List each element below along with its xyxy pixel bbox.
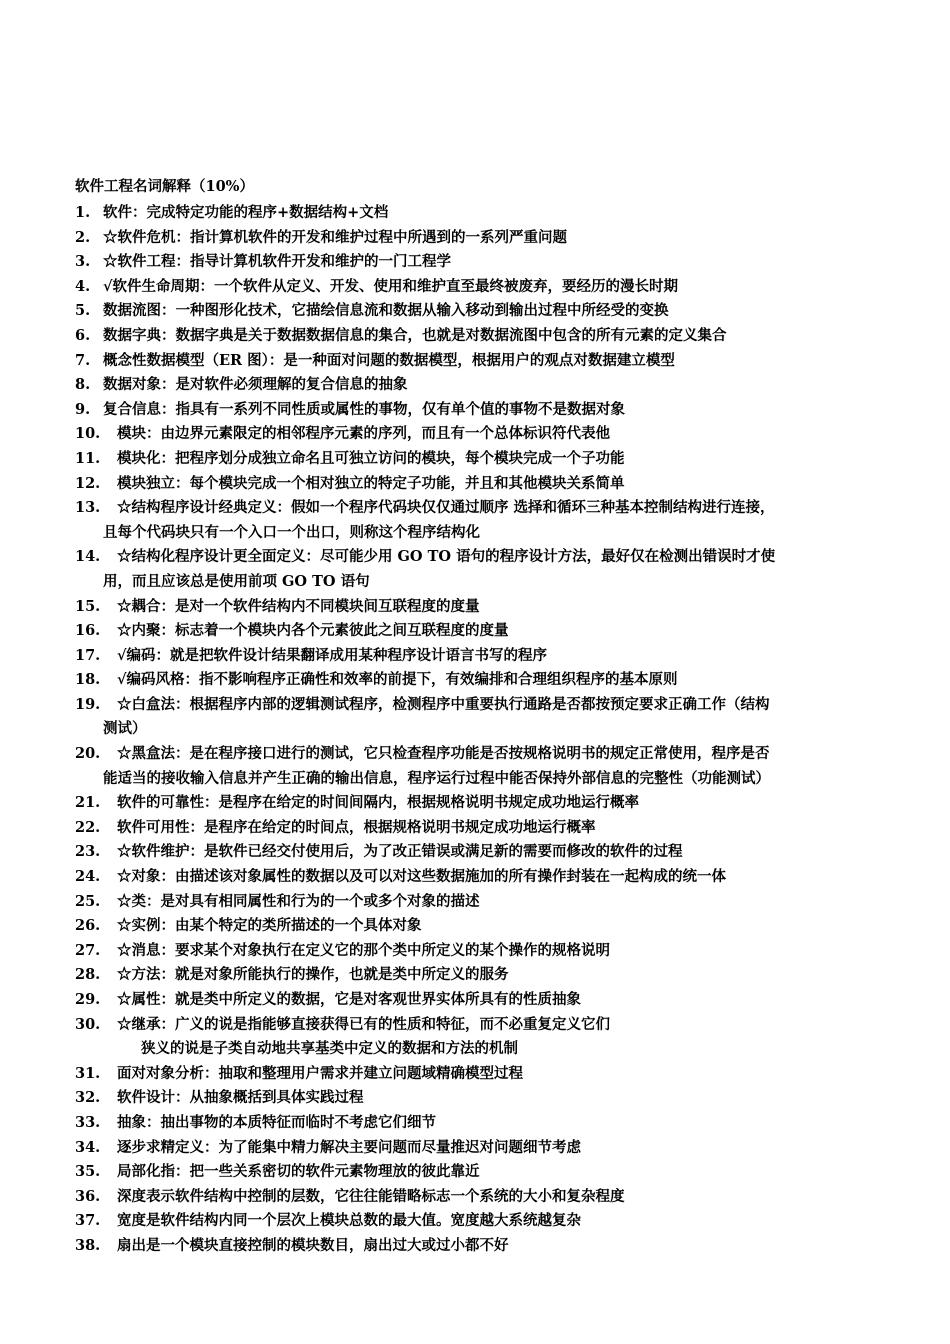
- item-line: 面对对象分析：抽取和整理用户需求并建立问题域精确模型过程: [117, 1064, 523, 1082]
- item-line: 模块：由边界元素限定的相邻程序元素的序列，而且有一个总体标识符代表他: [117, 425, 610, 443]
- item-number: 16.: [75, 622, 101, 640]
- item-number: 22.: [75, 818, 101, 836]
- item-text: [75, 1013, 885, 1062]
- item-text: [75, 299, 885, 324]
- item-number: 1.: [75, 204, 91, 221]
- item-text: [75, 422, 885, 447]
- list-item: [75, 668, 885, 693]
- item-line: 深度表示软件结构中控制的层数，它往往能错略标志一个系统的大小和复杂程度: [117, 1187, 625, 1205]
- item-line: 软件可用性：是程序在给定的时间点，根据规格说明书规定成功地运行概率: [117, 818, 596, 836]
- list-item: [75, 742, 885, 791]
- item-text: [75, 865, 885, 890]
- list-item: [75, 619, 885, 644]
- list-item: [75, 988, 885, 1013]
- item-number: 34.: [75, 1138, 101, 1156]
- item-text: [75, 988, 885, 1013]
- list-item: [75, 914, 885, 939]
- list-item: [75, 1062, 885, 1087]
- list-item: [75, 963, 885, 988]
- item-number: 28.: [75, 966, 101, 984]
- item-line: 软件的可靠性：是程序在给定的时间间隔内，根据规格说明书规定成功地运行概率: [117, 794, 639, 812]
- list-item: [75, 299, 885, 324]
- item-text: [75, 595, 885, 620]
- list-item: [75, 1160, 885, 1185]
- item-number: 26.: [75, 917, 101, 935]
- list-item: [75, 1234, 885, 1259]
- list-item: [75, 349, 885, 374]
- item-number: 10.: [75, 425, 101, 443]
- item-line: ☆软件危机：指计算机软件的开发和维护过程中所遇到的一系列严重问题: [103, 228, 567, 246]
- item-text: [75, 1234, 885, 1259]
- item-line-continuation: 测试）: [103, 720, 147, 738]
- item-line: 概念性数据模型（ER 图）：是一种面对问题的数据模型，根据用户的观点对数据建立模型: [103, 351, 675, 369]
- item-text: [75, 349, 885, 374]
- item-text: [75, 1062, 885, 1087]
- list-item: [75, 201, 885, 226]
- item-line: ☆内聚：标志着一个模块内各个元素彼此之间互联程度的度量: [117, 622, 509, 640]
- list-item: [75, 693, 885, 742]
- item-number: 27.: [75, 941, 101, 959]
- item-text: [75, 398, 885, 423]
- item-text: [75, 963, 885, 988]
- item-line: ☆类：是对具有相同属性和行为的一个或多个对象的描述: [117, 892, 480, 910]
- item-line: 局部化指：把一些关系密切的软件元素物理放的彼此靠近: [117, 1163, 480, 1181]
- item-line-continuation: 能适当的接收输入信息并产生正确的输出信息，程序运行过程中能否保持外部信息的完整性（功能测试）: [103, 769, 770, 787]
- list-item: [75, 1136, 885, 1161]
- item-text: [75, 791, 885, 816]
- item-line: 软件：完成特定功能的程序+数据结构+文档: [103, 204, 389, 221]
- item-text: [75, 1185, 885, 1210]
- list-item: [75, 447, 885, 472]
- item-line: 模块化：把程序划分成独立命名且可独立访问的模块，每个模块完成一个子功能: [117, 449, 625, 467]
- item-line: ☆耦合：是对一个软件结构内不同模块间互联程度的度量: [117, 597, 480, 615]
- list-item: [75, 324, 885, 349]
- list-item: [75, 644, 885, 669]
- item-number: 13.: [75, 499, 101, 517]
- item-line: ☆属性：就是类中所定义的数据，它是对客观世界实体所具有的性质抽象: [117, 991, 581, 1008]
- item-line: ☆方法：就是对象所能执行的操作，也就是类中所定义的服务: [117, 966, 509, 984]
- item-number: 25.: [75, 892, 101, 910]
- item-line: √编码风格：指不影响程序正确性和效率的前提下，有效编排和合理组织程序的基本原则: [117, 671, 678, 689]
- item-text: [75, 890, 885, 915]
- list-item: [75, 939, 885, 964]
- item-line: 复合信息：指具有一系列不同性质或属性的事物，仅有单个值的事物不是数据对象: [103, 400, 625, 418]
- item-text: [75, 250, 885, 275]
- item-number: 9.: [75, 400, 91, 418]
- item-text: [75, 939, 885, 964]
- list-item: [75, 890, 885, 915]
- item-text: [75, 644, 885, 669]
- list-item: [75, 226, 885, 251]
- item-line: ☆结构化程序设计更全面定义：尽可能少用 GO TO 语句的程序设计方法，最好仅在检测出错误时才使: [117, 548, 776, 566]
- list-item: [75, 1013, 885, 1062]
- list-item: [75, 595, 885, 620]
- item-line: √软件生命周期：一个软件从定义、开发、使用和维护直至最终被废弃，要经历的漫长时期: [103, 277, 679, 295]
- item-text: [75, 447, 885, 472]
- item-number: 29.: [75, 991, 101, 1008]
- item-line: ☆软件维护：是软件已经交付使用后，为了改正错误或满足新的需要而修改的软件的过程: [117, 843, 683, 861]
- item-text: [75, 1160, 885, 1185]
- list-item: [75, 496, 885, 545]
- list-item: [75, 840, 885, 865]
- item-number: 5.: [75, 302, 91, 320]
- item-line: 抽象：抽出事物的本质特征而临时不考虑它们细节: [117, 1113, 436, 1131]
- item-line: ☆软件工程：指导计算机软件开发和维护的一门工程学: [103, 253, 451, 271]
- item-line: √编码：就是把软件设计结果翻译成用某种程序设计语言书写的程序: [117, 646, 548, 664]
- list-item: [75, 1209, 885, 1234]
- item-number: 24.: [75, 868, 101, 886]
- item-number: 17.: [75, 646, 101, 664]
- list-item: [75, 1111, 885, 1136]
- item-text: [75, 668, 885, 693]
- item-number: 8.: [75, 376, 91, 394]
- item-number: 4.: [75, 277, 91, 295]
- list-item: [75, 545, 885, 594]
- list-item: [75, 791, 885, 816]
- item-line: ☆对象：由描述该对象属性的数据以及可以对这些数据施加的所有操作封装在一起构成的统一体: [117, 868, 726, 886]
- item-text: [75, 816, 885, 841]
- item-number: 18.: [75, 671, 101, 689]
- item-text: [75, 201, 885, 226]
- item-number: 19.: [75, 695, 101, 713]
- item-line: 模块独立：每个模块完成一个相对独立的特定子功能，并且和其他模块关系简单: [117, 474, 625, 492]
- item-number: 21.: [75, 794, 101, 812]
- list-item: [75, 816, 885, 841]
- item-line: ☆消息：要求某个对象执行在定义它的那个类中所定义的某个操作的规格说明: [117, 941, 610, 959]
- item-number: 33.: [75, 1113, 101, 1131]
- list-item: [75, 1086, 885, 1111]
- item-text: [75, 1086, 885, 1111]
- item-number: 20.: [75, 745, 101, 763]
- item-number: 2.: [75, 228, 91, 246]
- item-text: [75, 1209, 885, 1234]
- item-number: 6.: [75, 326, 91, 344]
- item-line-continuation: 且每个代码块只有一个入口一个出口，则称这个程序结构化: [103, 523, 480, 541]
- item-line: 宽度是软件结构内同一个层次上模块总数的最大值。宽度越大系统越复杂: [117, 1212, 581, 1230]
- item-line: ☆黑盒法：是在程序接口进行的测试，它只检查程序功能是否按规格说明书的规定正常使用，程序是否: [117, 745, 770, 763]
- item-number: 37.: [75, 1212, 101, 1230]
- item-number: 11.: [75, 449, 101, 467]
- list-item: [75, 373, 885, 398]
- item-line: ☆结构程序设计经典定义：假如一个程序代码块仅仅通过顺序 选择和循环三种基本控制结构进行连接，: [117, 499, 775, 517]
- item-number: 36.: [75, 1187, 101, 1205]
- item-text: [75, 914, 885, 939]
- item-text: [75, 742, 885, 791]
- list-item: [75, 275, 885, 300]
- item-line-continuation: 用，而且应该总是使用前项 GO TO 语句: [103, 572, 370, 590]
- item-line: 扇出是一个模块直接控制的模块数目，扇出过大或过小都不好: [117, 1236, 509, 1254]
- item-number: 23.: [75, 843, 101, 861]
- item-text: [75, 496, 885, 545]
- item-line: ☆继承：广义的说是指能够直接获得已有的性质和特征，而不必重复定义它们: [117, 1015, 610, 1033]
- item-text: [75, 619, 885, 644]
- list-item: [75, 398, 885, 423]
- list-item: [75, 250, 885, 275]
- item-number: 35.: [75, 1163, 101, 1181]
- item-text: [75, 472, 885, 497]
- item-text: [75, 275, 885, 300]
- item-line: 数据字典：数据字典是关于数据数据信息的集合，也就是对数据流图中包含的所有元素的定义集合: [103, 326, 727, 344]
- item-text: [75, 1111, 885, 1136]
- item-text: [75, 226, 885, 251]
- list-item: [75, 865, 885, 890]
- item-line: 软件设计：从抽象概括到具体实践过程: [117, 1089, 364, 1107]
- list-item: [75, 472, 885, 497]
- item-text: [75, 1136, 885, 1161]
- item-line-continuation: 狭义的说是子类自动地共享基类中定义的数据和方法的机制: [141, 1040, 518, 1058]
- item-line: 数据流图：一种图形化技术，它描绘信息流和数据从输入移动到输出过程中所经受的变换: [103, 302, 669, 320]
- item-text: [75, 693, 885, 742]
- item-number: 30.: [75, 1015, 101, 1033]
- item-line: ☆白盒法：根据程序内部的逻辑测试程序，检测程序中重要执行通路是否都按预定要求正确工作（结构: [117, 695, 770, 713]
- document-title: 软件工程名词解释（10%）: [75, 178, 254, 195]
- list-item: [75, 422, 885, 447]
- list-item: [75, 1185, 885, 1210]
- item-number: 31.: [75, 1064, 101, 1082]
- item-line: ☆实例：由某个特定的类所描述的一个具体对象: [117, 917, 422, 935]
- item-text: [75, 545, 885, 594]
- item-number: 3.: [75, 253, 91, 271]
- item-line: 数据对象：是对软件必须理解的复合信息的抽象: [103, 376, 408, 394]
- item-text: [75, 324, 885, 349]
- item-number: 14.: [75, 548, 101, 566]
- item-number: 38.: [75, 1236, 101, 1254]
- definition-list: [75, 201, 885, 1259]
- item-text: [75, 840, 885, 865]
- item-number: 7.: [75, 351, 91, 369]
- item-number: 32.: [75, 1089, 101, 1107]
- item-line: 逐步求精定义：为了能集中精力解决主要问题而尽量推迟对问题细节考虑: [117, 1138, 581, 1156]
- item-number: 15.: [75, 597, 101, 615]
- item-number: 12.: [75, 474, 101, 492]
- item-text: [75, 373, 885, 398]
